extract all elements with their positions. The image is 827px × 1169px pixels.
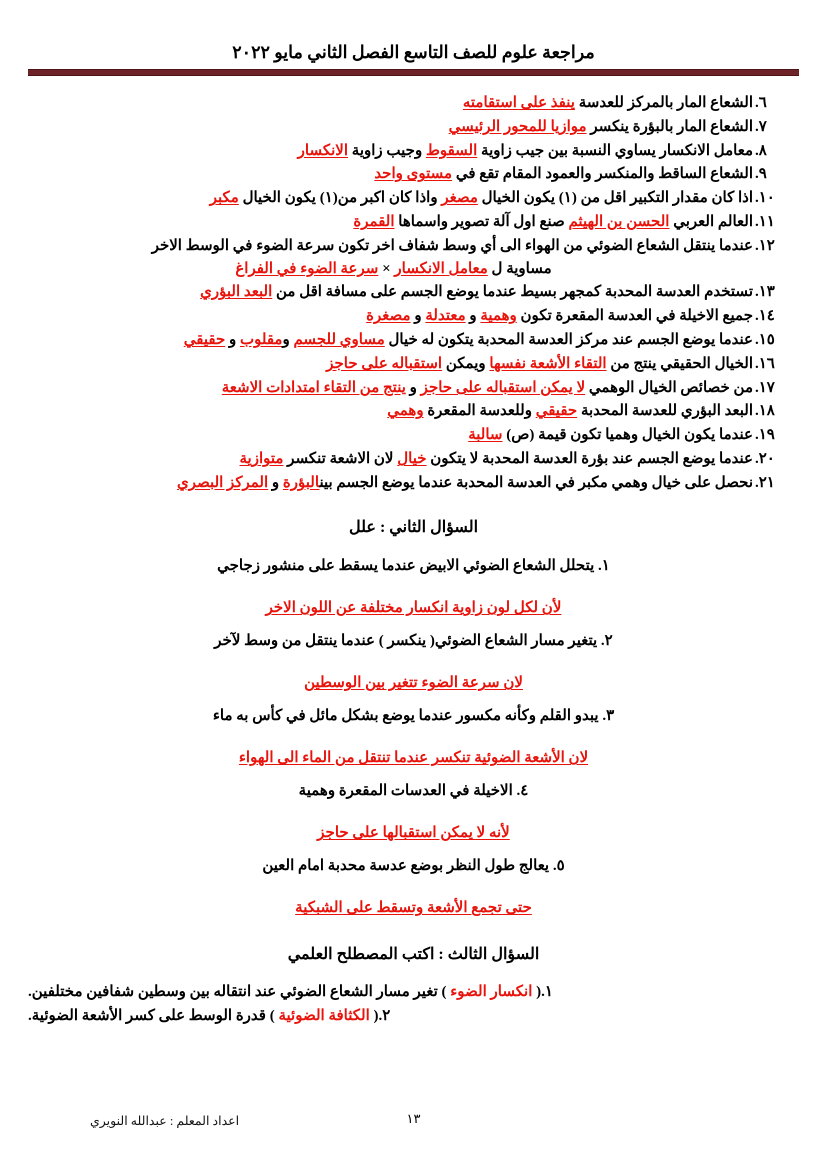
explain-item xyxy=(28,555,799,620)
explain-answer xyxy=(28,672,799,695)
item-body xyxy=(28,353,753,376)
fill-in-item xyxy=(28,281,799,304)
answer-text: موازيا للمحور الرئيسي xyxy=(448,118,587,135)
answer-text: السقوط xyxy=(425,142,478,159)
prompt-text: الشعاع المار بالبؤرة ينكسر xyxy=(586,118,753,135)
prompt-text: و xyxy=(405,379,421,396)
page-title: مراجعة علوم للصف التاسع الفصل الثاني مايو ٢٠٢٢ xyxy=(232,42,595,62)
term-open-paren: ( xyxy=(532,983,542,1000)
term-definition: تغير مسار الشعاع الضوئي عند انتقاله بين وسطين شفافين مختلفين. xyxy=(28,983,438,1000)
term-definition: قدرة الوسط على كسر الأشعة الضوئية. xyxy=(28,1007,266,1024)
fill-in-item xyxy=(28,163,799,186)
document-header xyxy=(28,0,799,63)
answer-text: سالبة xyxy=(468,427,503,444)
answer-text: ينتج من التقاء امتدادات الاشعة xyxy=(221,379,406,396)
answer-text: الحسن بن الهيثم xyxy=(568,213,670,230)
explain-question: ٥. يعالج طول النظر بوضع عدسة محدبة امام العين xyxy=(262,857,565,874)
prompt-text: لان الاشعة تنكسر xyxy=(283,450,398,467)
answer-text: مصغرة xyxy=(366,308,411,325)
item-number: ٧. xyxy=(755,118,767,135)
answer-text: استقباله على حاجز xyxy=(326,355,443,372)
answer-text: وهمية xyxy=(480,308,517,325)
teacher-credit: اعداد المعلم : عبدالله النويري xyxy=(90,1114,240,1128)
prompt-text: صنع اول آلة تصوير واسماها xyxy=(394,213,569,230)
explain-item xyxy=(28,780,799,845)
prompt-text: و xyxy=(410,308,426,325)
item-number: ٨. xyxy=(755,142,767,159)
prompt-text: البعد البؤري للعدسة المحدبة xyxy=(577,403,753,420)
fill-in-item xyxy=(28,116,799,139)
answer-text: متوازية xyxy=(239,450,284,467)
answer-text: ينفذ على استقامته xyxy=(462,95,575,111)
item-number: ١١. xyxy=(755,213,775,230)
explain-answer xyxy=(28,897,799,920)
scientific-term: الكثافة الضوئية xyxy=(278,1007,370,1024)
explain-answer xyxy=(28,747,799,770)
answer-text: التقاء الأشعة نفسها xyxy=(489,355,607,372)
answer-text: الانكسار xyxy=(297,142,349,159)
item-body xyxy=(28,400,753,423)
answer-text: معتدلة xyxy=(425,308,466,325)
item-number: ٦. xyxy=(755,95,767,111)
fill-in-item xyxy=(28,353,799,376)
fill-in-item xyxy=(28,235,799,281)
term-body xyxy=(28,980,541,1004)
item-number: ١٤. xyxy=(755,308,775,325)
prompt-text: و xyxy=(225,331,240,348)
prompt-text: وجيب زاوية xyxy=(348,142,426,159)
prompt-text: عندما يوضع الجسم عند مركز العدسة المحدبة يتكون له خيال xyxy=(384,331,753,348)
item-body xyxy=(28,211,753,234)
explain-question: ٣. يبدو القلم وكأنه مكسور عندما يوضع بشكل مائل في كأس به ماء xyxy=(212,707,615,724)
term-close-paren: ) xyxy=(437,983,451,1000)
answer-text: لأنه لا يمكن استقبالها على حاجز xyxy=(317,825,510,842)
item-number: ١٣. xyxy=(755,284,775,301)
fill-in-item xyxy=(28,400,799,423)
answer-text: البعد البؤري xyxy=(200,284,273,301)
explain-item xyxy=(28,855,799,920)
item-body xyxy=(28,448,753,471)
item-number: ١٥. xyxy=(755,331,775,348)
explain-item xyxy=(28,705,799,770)
prompt-text: نحصل على خيال وهمي مكبر في العدسة المحدبة عندما يوضع الجسم بين xyxy=(319,474,753,491)
item-number: ١٨. xyxy=(755,403,775,420)
item-continuation xyxy=(34,258,753,281)
prompt-text: و xyxy=(268,474,283,491)
answer-text: مصغر xyxy=(441,190,478,207)
fill-in-item xyxy=(28,448,799,471)
fill-in-item xyxy=(28,211,799,234)
prompt-text: و xyxy=(282,331,294,348)
answer-text: حقيقي xyxy=(535,403,578,420)
item-number: ١٢. xyxy=(755,237,775,254)
prompt-text: اذا كان مقدار التكبير اقل من (١) يكون الخيال xyxy=(477,190,753,207)
prompt-text: عندما ينتقل الشعاع الضوئي من الهواء الى أي وسط شفاف اخر تكون سرعة الضوء في الوسط الاخر xyxy=(151,237,753,254)
prompt-text: و xyxy=(465,308,481,325)
explain-question: ٢. يتغير مسار الشعاع الضوئي( ينكسر ) عندما ينتقل من وسط لآخر xyxy=(214,632,613,649)
scientific-term-list xyxy=(28,980,799,1028)
item-number: ٩. xyxy=(755,166,767,183)
term-open-paren: ( xyxy=(369,1007,379,1024)
answer-text: مستوى واحد xyxy=(374,166,453,183)
item-body xyxy=(28,329,753,352)
question-two-heading: السؤال الثاني : علل xyxy=(348,518,479,536)
prompt-text: واذا كان اكبر من(١) يكون الخيال xyxy=(238,190,442,207)
prompt-text: جميع الاخيلة في العدسة المقعرة تكون xyxy=(516,308,753,325)
prompt-text: عندما يوضع الجسم عند بؤرة العدسة المحدبة لا يتكون xyxy=(426,450,753,467)
explain-answer xyxy=(28,822,799,845)
prompt-text: الشعاع المار بالمركز للعدسة xyxy=(574,95,753,111)
answer-text: مكبر xyxy=(209,190,239,207)
explain-answer xyxy=(28,597,799,620)
page-number: ١٣ xyxy=(406,1111,421,1126)
answer-text: لان سرعة الضوء تتغير بين الوسطين xyxy=(304,675,523,692)
answer-text: سرعة الضوء في الفراغ xyxy=(235,260,379,277)
term-body xyxy=(28,1004,379,1028)
item-body xyxy=(28,424,753,447)
answer-text: مقلوب xyxy=(239,331,283,348)
answer-text: لأن لكل لون زاوية انكسار مختلفة عن اللون الاخر xyxy=(265,600,562,617)
document-footer xyxy=(28,1111,799,1133)
prompt-text: مساوية ل xyxy=(487,260,552,277)
item-number: ١٩. xyxy=(755,427,775,444)
item-number: ١٧. xyxy=(755,379,775,396)
fill-in-item xyxy=(28,140,799,163)
scientific-term: انكسار الضوء xyxy=(450,983,533,1000)
prompt-text: عندما يكون الخيال وهميا تكون قيمة (ص) xyxy=(502,427,753,444)
prompt-text: الخيال الحقيقي ينتج من xyxy=(606,355,753,372)
item-number: ١٠. xyxy=(755,190,775,207)
fill-in-item xyxy=(28,329,799,352)
item-body xyxy=(28,163,753,186)
prompt-text: العالم العربي xyxy=(669,213,753,230)
explain-question-list xyxy=(28,555,799,920)
item-number: ٢. xyxy=(378,1007,391,1024)
item-number: ١. xyxy=(541,983,553,1000)
term-item xyxy=(28,980,799,1004)
answer-text: لان الأشعة الضوئية تنكسر عندما تنتقل من الماء الى الهواء xyxy=(238,750,589,767)
explain-question: ٤. الاخيلة في العدسات المقعرة وهمية xyxy=(298,782,529,799)
fill-in-item xyxy=(28,472,799,495)
answer-text: مساوي للجسم xyxy=(293,331,385,348)
answer-text: المركز البصري xyxy=(177,474,269,491)
item-number: ١٦. xyxy=(755,355,775,372)
question-three-heading: السؤال الثالث : اكتب المصطلح العلمي xyxy=(287,945,540,963)
answer-text: معامل الانكسار xyxy=(394,260,488,277)
fill-in-item xyxy=(28,424,799,447)
item-number: ٢١. xyxy=(755,474,775,491)
prompt-text: ويمكن xyxy=(442,355,490,372)
item-body xyxy=(28,140,753,163)
term-item xyxy=(28,1004,799,1028)
item-number: ٢٠. xyxy=(755,450,775,467)
header-divider-rule xyxy=(28,69,799,76)
fill-in-item xyxy=(28,187,799,210)
answer-text: البؤرة xyxy=(282,474,320,491)
item-body xyxy=(28,92,753,115)
answer-text: القمرة xyxy=(353,213,395,230)
answer-text: وهمي xyxy=(387,403,424,420)
prompt-text: وللعدسة المقعرة xyxy=(423,403,536,420)
answer-text: حتى تجمع الأشعة وتسقط على الشبكية xyxy=(295,900,532,917)
prompt-text: معامل الانكسار يساوي النسبة بين جيب زاوية xyxy=(477,142,753,159)
item-body xyxy=(28,377,753,400)
prompt-text: من خصائص الخيال الوهمي xyxy=(585,379,753,396)
term-close-paren: ) xyxy=(265,1007,279,1024)
explain-question: ١. يتحلل الشعاع الضوئي الابيض عندما يسقط على منشور زجاجي xyxy=(217,557,610,574)
item-body xyxy=(28,305,753,328)
answer-text: خيال xyxy=(397,450,427,467)
item-body xyxy=(28,235,753,281)
item-body xyxy=(28,472,753,495)
item-body xyxy=(28,116,753,139)
fill-in-item xyxy=(28,305,799,328)
prompt-text: × xyxy=(378,260,395,277)
prompt-text: تستخدم العدسة المحدبة كمجهر بسيط عندما يوضع الجسم على مسافة اقل من xyxy=(272,284,753,301)
answer-text: لا يمكن استقباله على حاجز xyxy=(420,379,586,396)
answer-text: حقيقي xyxy=(183,331,226,348)
explain-item xyxy=(28,630,799,695)
item-body xyxy=(28,187,753,210)
fill-in-item xyxy=(28,377,799,400)
fill-in-item xyxy=(28,92,799,115)
item-body xyxy=(28,281,753,304)
prompt-text: الشعاع الساقط والمنكسر والعمود المقام تقع في xyxy=(452,166,753,183)
fill-in-the-blank-list xyxy=(28,92,799,495)
